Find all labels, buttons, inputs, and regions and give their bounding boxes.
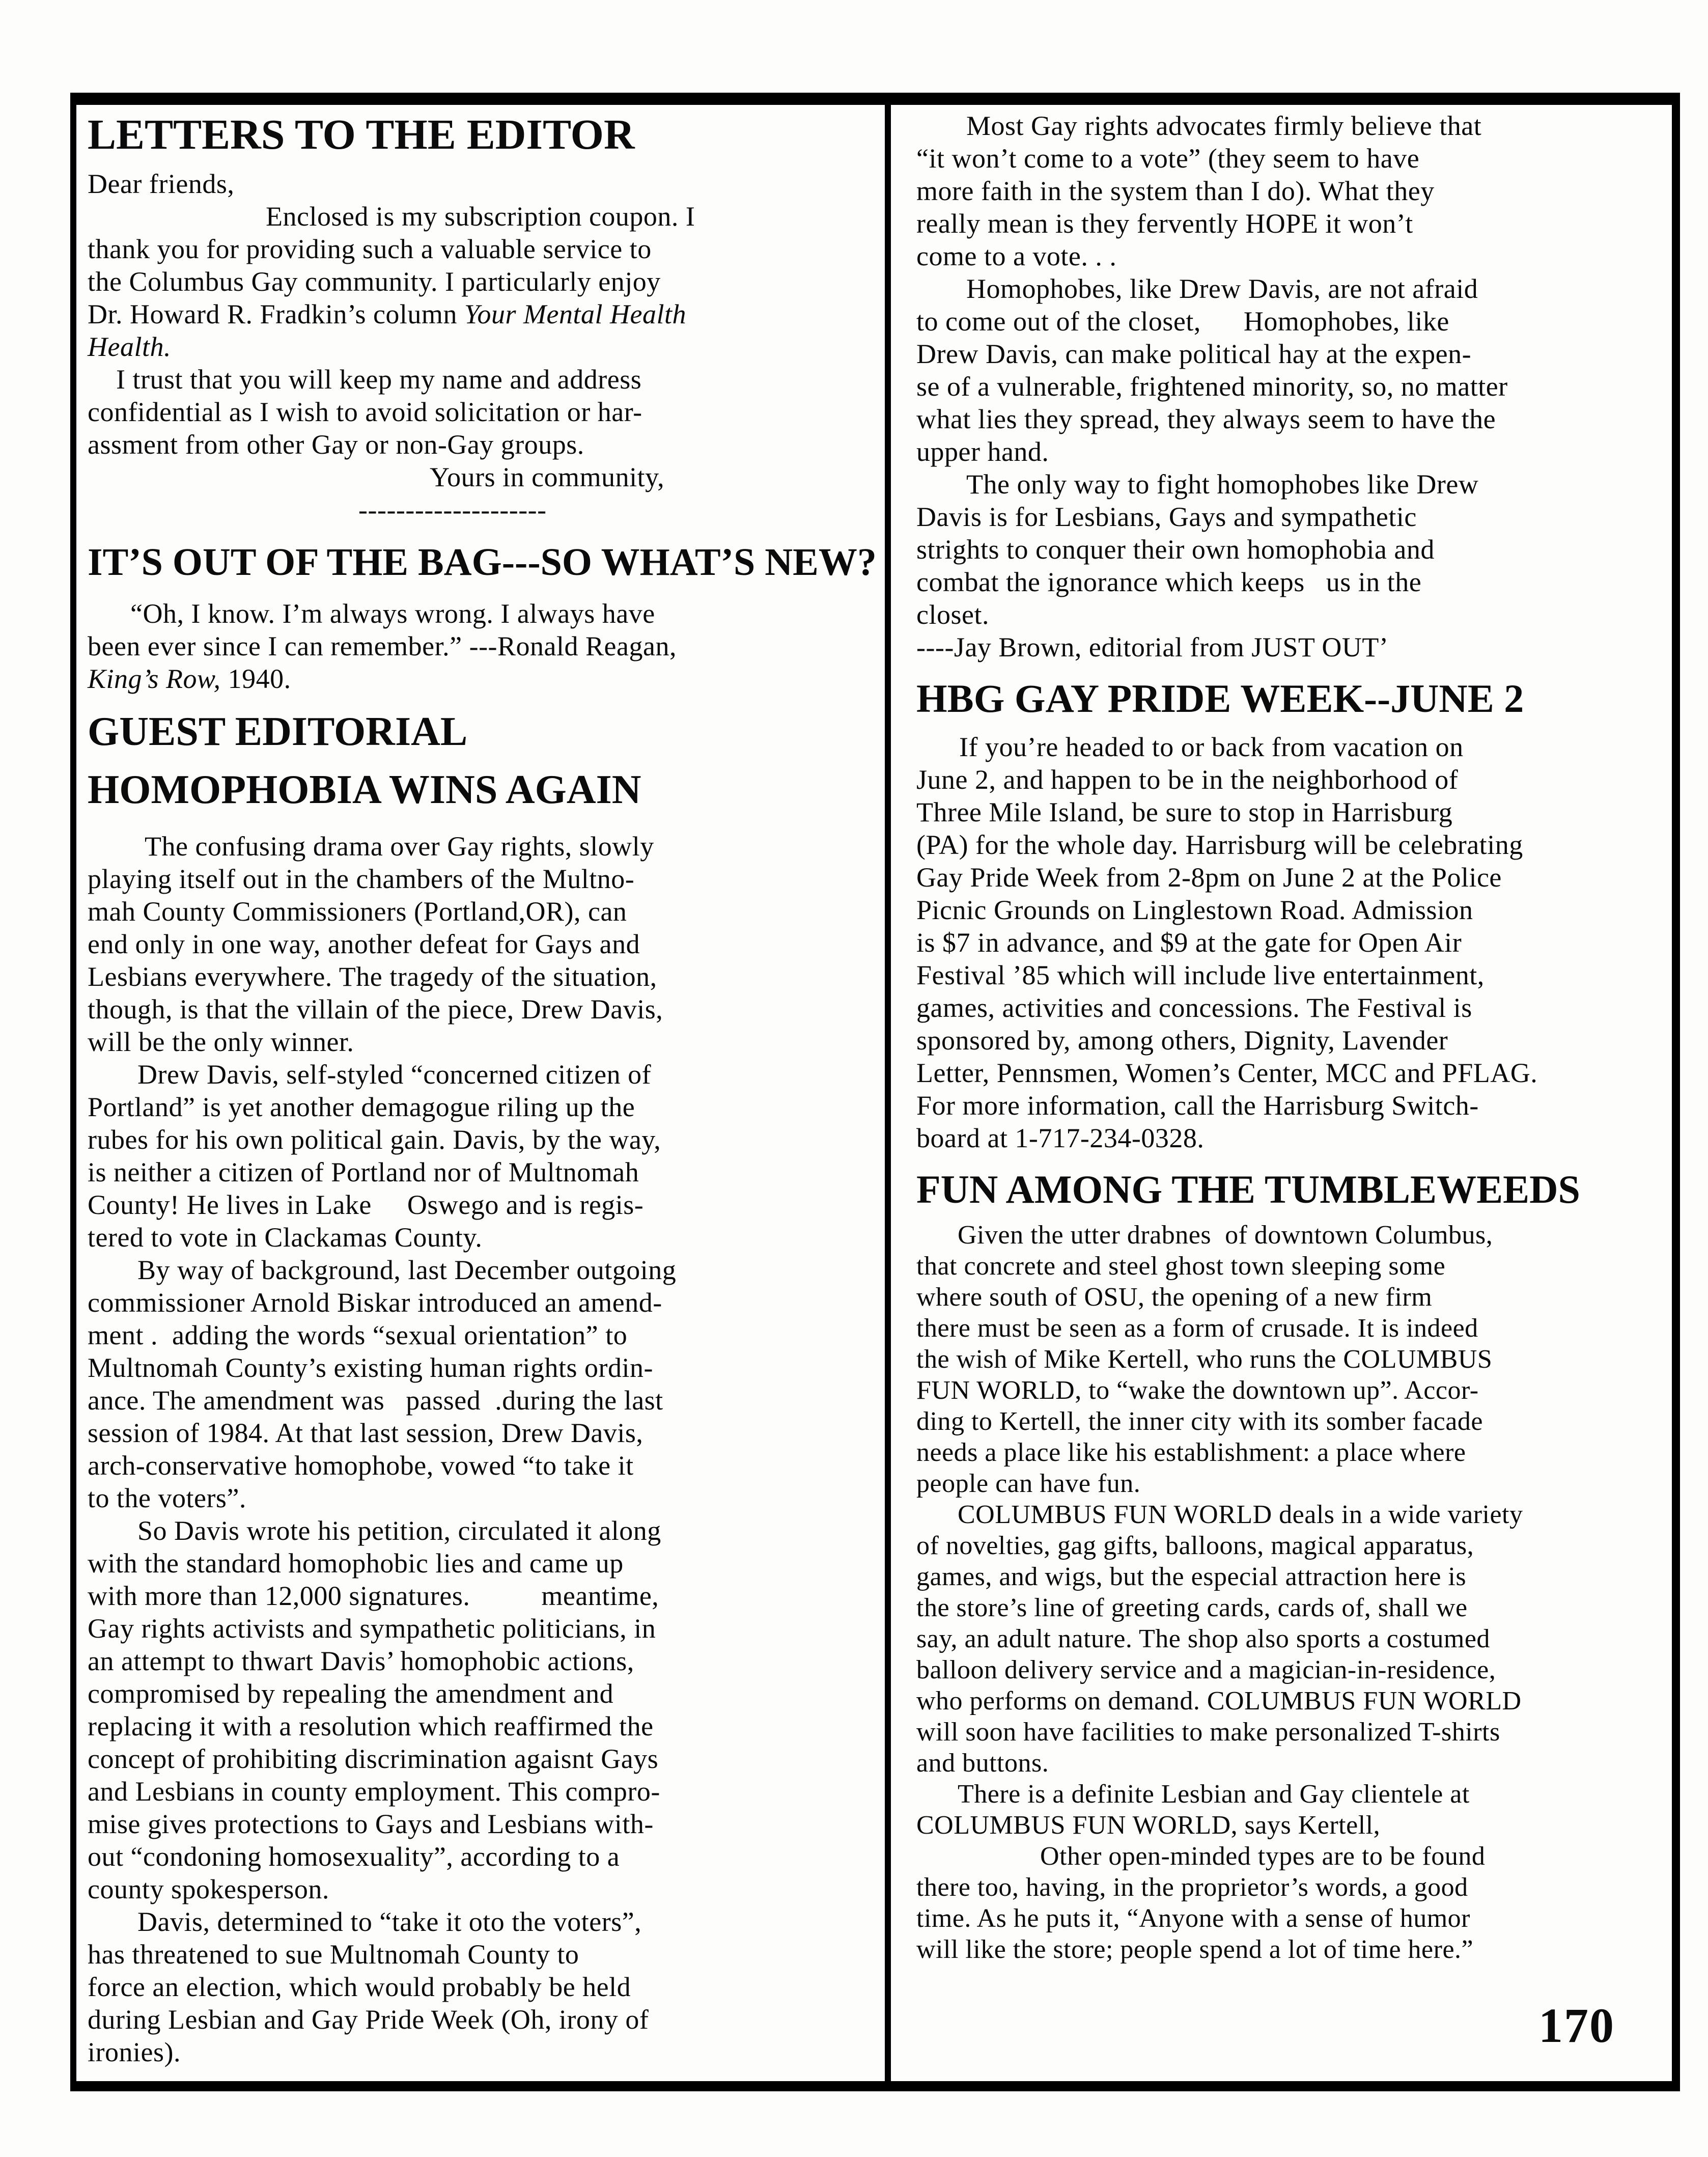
text-line: Other open-minded types are to be found [916, 1841, 1486, 1871]
text-line: commissioner Arnold Biskar introduced an amend- [88, 1287, 662, 1318]
text-line: Davis, determined to “take it oto the voters”, [88, 1906, 642, 1938]
text-line: more faith in the system than I do). What they [916, 176, 1435, 206]
text-line: By way of background, last December outgoing [88, 1255, 677, 1286]
text-line: upper hand. [916, 436, 1049, 467]
section-tumbleweeds [916, 1169, 1661, 1965]
text-line: ding to Kertell, the inner city with its somber facade [916, 1406, 1483, 1436]
text-line: (PA) for the whole day. Harrisburg will be celebrating [916, 829, 1523, 860]
text-line: ----Jay Brown, editorial from JUST OUT’ [916, 632, 1389, 662]
text-line: Enclosed is my subscription coupon. I [88, 201, 695, 232]
text-line: Multnomah County’s existing human rights ordin- [88, 1352, 653, 1384]
text-line: Three Mile Island, be sure to stop in Harrisburg [916, 796, 1453, 827]
text-line: will like the store; people spend a lot of time here.” [916, 1934, 1474, 1964]
text-line: For more information, call the Harrisburg Switch- [916, 1090, 1479, 1121]
text-line: playing itself out in the chambers of the Multno- [88, 864, 635, 895]
text-line: of novelties, gag gifts, balloons, magical apparatus, [916, 1531, 1474, 1560]
text-line: Portland” is yet another demagogue riling up the [88, 1092, 635, 1123]
text-line: with the standard homophobic lies and came up [88, 1548, 624, 1579]
text-line: people can have fun. [916, 1469, 1141, 1498]
text-line: There is a definite Lesbian and Gay clientele at [916, 1779, 1470, 1809]
text-line: June 2, and happen to be in the neighborhood of [916, 764, 1459, 795]
text-line: to the voters”. [88, 1483, 246, 1514]
text-line: Drew Davis, self-styled “concerned citizen of [88, 1059, 652, 1090]
text-line: mah County Commissioners (Portland,OR), can [88, 896, 627, 927]
text-line: games, activities and concessions. The Festival is [916, 992, 1472, 1023]
text-line: and Lesbians in county employment. This compro- [88, 1776, 660, 1807]
text-line: thank you for providing such a valuable service to [88, 234, 652, 265]
text-line: games, and wigs, but the especial attraction here is [916, 1562, 1467, 1591]
text-line: So Davis wrote his petition, circulated it along [88, 1515, 661, 1546]
text-line: “it won’t come to a vote” (they seem to have [916, 143, 1420, 174]
text-line: is $7 in advance, and $9 at the gate for Open Air [916, 927, 1462, 958]
text-line: ance. The amendment was passed .during the last [88, 1385, 663, 1416]
out-of-the-bag-body [88, 597, 874, 695]
text-line: come to a vote. . . [916, 241, 1117, 271]
text-line: sponsored by, among others, Dignity, Lavender [916, 1025, 1448, 1056]
text-line: been ever since I can remember.” ---Ronald Reagan, [88, 630, 677, 661]
section-guest-editorial [88, 703, 874, 2068]
text-line: with more than 12,000 signatures. meantime, [88, 1581, 659, 1612]
text-line: County! He lives in Lake Oswego and is regis- [88, 1190, 644, 1221]
text-line: tered to vote in Clackamas County. [88, 1222, 483, 1253]
text-line: Lesbians everywhere. The tragedy of the situation, [88, 961, 657, 992]
text-line: Dear friends, [88, 169, 235, 200]
text-line: force an election, which would probably be held [88, 1972, 631, 2003]
text-line: Festival ’85 which will include live entertainment, [916, 959, 1485, 990]
text-line: King’s Row, 1940. [88, 663, 291, 694]
text-line: strights to conquer their own homophobia and [916, 534, 1435, 565]
text-line: will soon have facilities to make personalized T-shirts [916, 1717, 1500, 1747]
text-line: se of a vulnerable, frightened minority, so, no matter [916, 371, 1508, 402]
section-out-of-the-bag [88, 541, 877, 695]
text-line: concept of prohibiting discrimination agaisnt Gays [88, 1744, 659, 1775]
right-column [916, 109, 1661, 1965]
text-line: Gay Pride Week from 2-8pm on June 2 at the Police [916, 862, 1502, 893]
text-line: Yours in community, [88, 462, 665, 493]
text-line: If you’re headed to or back from vacation on [916, 731, 1464, 762]
text-line: and buttons. [916, 1748, 1049, 1778]
text-line: balloon delivery service and a magician-in-residence, [916, 1655, 1496, 1684]
text-line: out “condoning homosexuality”, according to a [88, 1841, 620, 1872]
text-line: Davis is for Lesbians, Gays and sympathetic [916, 502, 1417, 532]
left-column [88, 109, 877, 2068]
text-line: needs a place like his establishment: a place where [916, 1437, 1466, 1467]
text-line: the Columbus Gay community. I particularly enjoy [88, 266, 661, 297]
text-line: Dr. Howard R. Fradkin’s column Your Mental Health [88, 299, 686, 330]
text-line: confidential as I wish to avoid solicitation or har- [88, 397, 642, 428]
out-of-the-bag-heading: IT’S OUT OF THE BAG---SO WHAT’S NEW? [88, 541, 877, 584]
guest-editorial-heading-line2: HOMOPHOBIA WINS AGAIN [88, 767, 641, 812]
text-line: FUN WORLD, to “wake the downtown up”. Accor- [916, 1375, 1479, 1405]
text-line: mise gives protections to Gays and Lesbians with- [88, 1809, 654, 1840]
text-line: rubes for his own political gain. Davis, by the way, [88, 1124, 661, 1155]
pride-week-body [916, 731, 1661, 1154]
text-line: there too, having, in the proprietor’s words, a good [916, 1872, 1468, 1902]
text-line: combat the ignorance which keeps us in the [916, 567, 1422, 597]
section-pride-week [916, 678, 1661, 1154]
text-line: “Oh, I know. I’m always wrong. I always have [88, 598, 655, 629]
text-line: COLUMBUS FUN WORLD, says Kertell, [916, 1810, 1381, 1840]
text-line: The only way to fight homophobes like Drew [916, 469, 1479, 500]
guest-editorial-heading [88, 703, 874, 819]
text-line: Health. [88, 331, 171, 363]
tumbleweeds-heading: FUN AMONG THE TUMBLEWEEDS [916, 1167, 1580, 1211]
text-line: the store’s line of greeting cards, cards of, shall we [916, 1593, 1468, 1622]
text-line: board at 1-717-234-0328. [916, 1122, 1205, 1153]
editorial-continuation-body [916, 109, 1661, 663]
tumbleweeds-body [916, 1220, 1661, 1965]
text-line: who performs on demand. COLUMBUS FUN WORLD [916, 1686, 1522, 1716]
column-divider-rule [885, 93, 891, 2091]
text-line: say, an adult nature. The shop also sports a costumed [916, 1624, 1490, 1653]
text-line: Most Gay rights advocates firmly believe that [916, 110, 1482, 141]
text-line: assment from other Gay or non-Gay groups. [88, 429, 584, 460]
guest-editorial-heading-line1: GUEST EDITORIAL [88, 709, 468, 754]
text-line: where south of OSU, the opening of a new firm [916, 1282, 1433, 1312]
guest-editorial-body [88, 830, 874, 2068]
text-line: end only in one way, another defeat for Gays and [88, 929, 640, 960]
text-line: will be the only winner. [88, 1027, 354, 1058]
text-line: ment . adding the words “sexual orientation” to [88, 1320, 628, 1351]
text-line: Picnic Grounds on Linglestown Road. Admission [916, 894, 1473, 925]
text-line: really mean is they fervently HOPE it won’t [916, 208, 1413, 239]
section-editorial-continuation [916, 109, 1661, 663]
page-number: 170 [1538, 1998, 1615, 2053]
text-line: what lies they spread, they always seem to have the [916, 404, 1496, 434]
text-line: Gay rights activists and sympathetic politicians, in [88, 1613, 656, 1644]
text-line: Letter, Pennsmen, Women’s Center, MCC and PFLAG. [916, 1057, 1538, 1088]
text-line: Drew Davis, can make political hay at the expen- [916, 339, 1472, 369]
letters-body [88, 168, 874, 526]
text-line: the wish of Mike Kertell, who runs the COLUMBUS [916, 1344, 1493, 1374]
text-line: has threatened to sue Multnomah County to [88, 1939, 579, 1970]
text-line: to come out of the closet, Homophobes, like [916, 306, 1449, 337]
text-line: that concrete and steel ghost town sleeping some [916, 1251, 1446, 1281]
text-line: session of 1984. At that last session, Drew Davis, [88, 1418, 643, 1449]
section-letters [88, 113, 874, 526]
text-line: time. As he puts it, “Anyone with a sense of humor [916, 1903, 1470, 1933]
text-line: I trust that you will keep my name and address [88, 364, 642, 395]
text-line: replacing it with a resolution which reaffirmed the [88, 1711, 654, 1742]
text-line: during Lesbian and Gay Pride Week (Oh, irony of [88, 2004, 649, 2035]
pride-week-heading: HBG GAY PRIDE WEEK--JUNE 2 [916, 676, 1524, 721]
text-line: COLUMBUS FUN WORLD deals in a wide variety [916, 1500, 1523, 1529]
text-line: Homophobes, like Drew Davis, are not afraid [916, 273, 1478, 304]
text-line: is neither a citizen of Portland nor of Multnomah [88, 1157, 639, 1188]
text-line: ironies). [88, 2037, 181, 2068]
letters-to-the-editor-heading: LETTERS TO THE EDITOR [88, 111, 635, 158]
text-line: county spokesperson. [88, 1874, 329, 1905]
text-line: closet. [916, 599, 989, 630]
text-line: there must be seen as a form of crusade. It is indeed [916, 1313, 1478, 1343]
text-line: -------------------- [88, 494, 547, 526]
text-line: though, is that the villain of the piece, Drew Davis, [88, 994, 663, 1025]
text-line: Given the utter drabnes of downtown Columbus, [916, 1220, 1493, 1250]
text-line: an attempt to thwart Davis’ homophobic actions, [88, 1646, 634, 1677]
text-line: arch-conservative homophobe, vowed “to take it [88, 1450, 634, 1481]
text-line: The confusing drama over Gay rights, slowly [88, 831, 654, 862]
text-line: compromised by repealing the amendment and [88, 1678, 614, 1709]
